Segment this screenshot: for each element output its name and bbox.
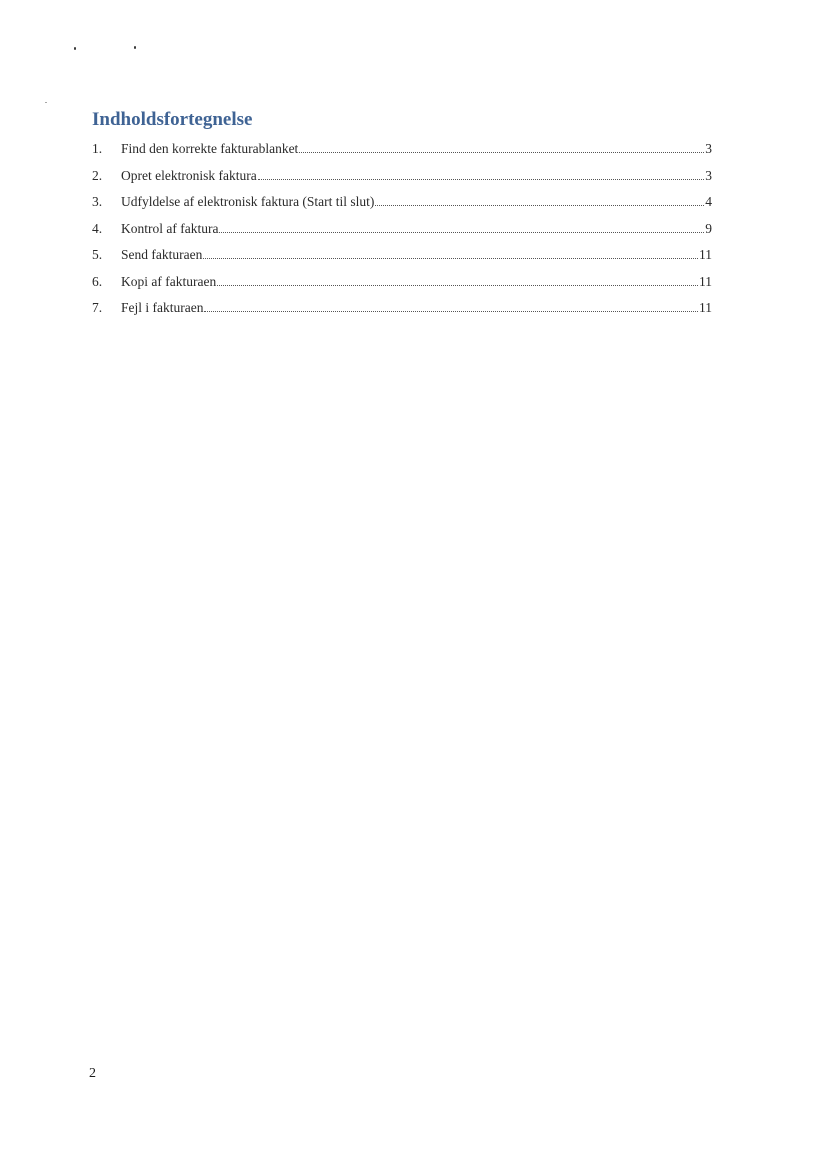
toc-entry[interactable] [92,220,712,247]
toc-entry-number: 1. [92,141,103,156]
toc-dot-leader [299,152,704,153]
toc-entry-number: 7. [92,300,103,315]
toc-entry[interactable] [92,299,712,326]
toc-entry-page: 11 [699,300,712,315]
toc-dot-leader [375,205,704,206]
toc-dot-leader [258,179,705,180]
toc-entry-text: Find den korrekte fakturablanket [121,141,299,156]
toc-dot-leader [219,232,704,233]
toc-entry-number: 3. [92,194,103,209]
toc-entry-page: 3 [705,141,712,156]
toc-entry-page: 4 [705,194,712,209]
table-of-contents [92,108,712,326]
toc-entry-text: Send fakturaen [121,247,203,262]
toc-dot-leader [217,285,698,286]
toc-dot-leader [203,258,698,259]
toc-entry-text: Udfyldelse af elektronisk faktura (Start til slut) [121,194,375,209]
toc-entry-text: Kopi af fakturaen [121,273,217,289]
toc-entry-text: Kontrol af faktura [121,220,219,236]
scan-speck [45,102,47,103]
toc-entry[interactable] [92,246,712,273]
toc-list [92,140,712,326]
scan-speck [74,47,76,50]
toc-entry-page: 3 [705,167,712,183]
toc-entry[interactable] [92,140,712,167]
toc-entry-text: Opret elektronisk faktura [121,167,257,183]
toc-entry[interactable] [92,167,712,194]
toc-entry[interactable] [92,193,712,220]
toc-entry-number: 2. [92,167,103,183]
toc-entry-number: 5. [92,247,103,262]
toc-entry[interactable] [92,273,712,300]
toc-entry-number: 6. [92,273,103,289]
toc-title: Indholdsfortegnelse [92,109,253,130]
toc-dot-leader [204,311,698,312]
toc-entry-text: Fejl i fakturaen [121,300,204,315]
toc-entry-number: 4. [92,220,103,236]
toc-entry-page: 9 [705,220,712,236]
page-number: 2 [89,1066,96,1081]
scan-speck [134,46,136,49]
toc-entry-page: 11 [699,247,712,262]
toc-entry-page: 11 [699,273,712,289]
